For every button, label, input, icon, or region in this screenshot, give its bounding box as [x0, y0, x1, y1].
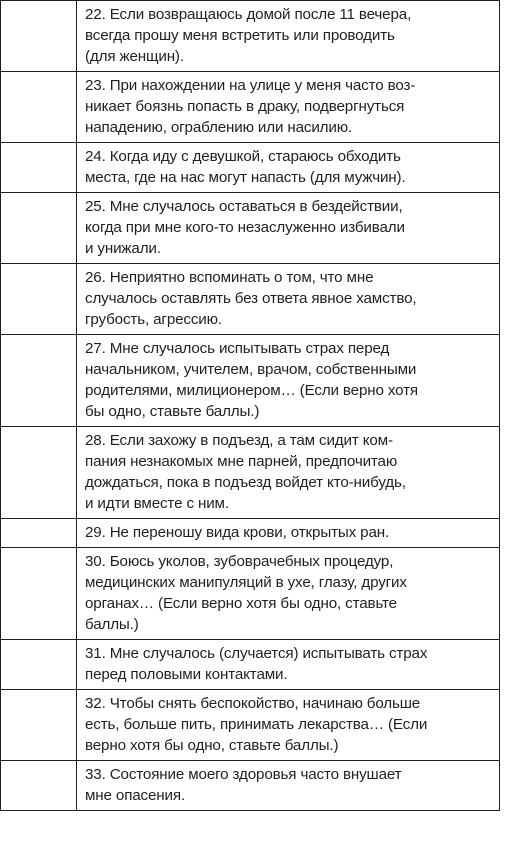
question-text: 28. Если захожу в подъезд, а там сидит ком- пания незнакомых мне парней, предпочитаю дождаться, пока в подъезд войдет кто-нибудь, и идти вместе с ним.: [77, 427, 500, 519]
question-row: [1, 640, 500, 690]
score-cell[interactable]: [1, 761, 77, 811]
question-text: 23. При нахождении на улице у меня часто воз- никает боязнь попасть в драку, подвергнуться нападению, ограблению или насилию.: [77, 72, 500, 143]
question-row: [1, 1, 500, 72]
question-text: 30. Боюсь уколов, зубоврачебных процедур, медицинских манипуляций в ухе, глазу, других органах… (Если верно хотя бы одно, ставьте баллы.): [77, 548, 500, 640]
question-text: 24. Когда иду с девушкой, стараюсь обходить места, где на нас могут напасть (для мужчин).: [77, 143, 500, 193]
score-cell[interactable]: [1, 427, 77, 519]
score-cell[interactable]: [1, 143, 77, 193]
score-cell[interactable]: [1, 264, 77, 335]
score-cell[interactable]: [1, 640, 77, 690]
question-row: [1, 548, 500, 640]
question-row: [1, 519, 500, 548]
question-text: 33. Состояние моего здоровья часто внушает мне опасения.: [77, 761, 500, 811]
question-row: [1, 335, 500, 427]
question-row: [1, 143, 500, 193]
question-row: [1, 264, 500, 335]
question-row: [1, 761, 500, 811]
score-cell[interactable]: [1, 519, 77, 548]
score-cell[interactable]: [1, 193, 77, 264]
score-cell[interactable]: [1, 1, 77, 72]
question-text: 27. Мне случалось испытывать страх перед начальником, учителем, врачом, собственными родителями, милиционером… (Если верно хотя бы одно, ставьте баллы.): [77, 335, 500, 427]
question-row: [1, 72, 500, 143]
question-text: 25. Мне случалось оставаться в бездействии, когда при мне кого-то незаслуженно избивали и унижали.: [77, 193, 500, 264]
question-row: [1, 193, 500, 264]
question-text: 22. Если возвращаюсь домой после 11 вечера, всегда прошу меня встретить или проводить (для женщин).: [77, 1, 500, 72]
question-text: 29. Не переношу вида крови, открытых ран.: [77, 519, 500, 548]
question-text: 26. Неприятно вспоминать о том, что мне случалось оставлять без ответа явное хамство, грубость, агрессию.: [77, 264, 500, 335]
question-row: [1, 690, 500, 761]
score-cell[interactable]: [1, 72, 77, 143]
questionnaire-rows: [1, 1, 500, 811]
question-row: [1, 427, 500, 519]
score-cell[interactable]: [1, 690, 77, 761]
question-text: 31. Мне случалось (случается) испытывать страх перед половыми контактами.: [77, 640, 500, 690]
score-cell[interactable]: [1, 335, 77, 427]
question-text: 32. Чтобы снять беспокойство, начинаю больше есть, больше пить, принимать лекарства… (Если верно хотя бы одно, ставьте баллы.): [77, 690, 500, 761]
score-cell[interactable]: [1, 548, 77, 640]
